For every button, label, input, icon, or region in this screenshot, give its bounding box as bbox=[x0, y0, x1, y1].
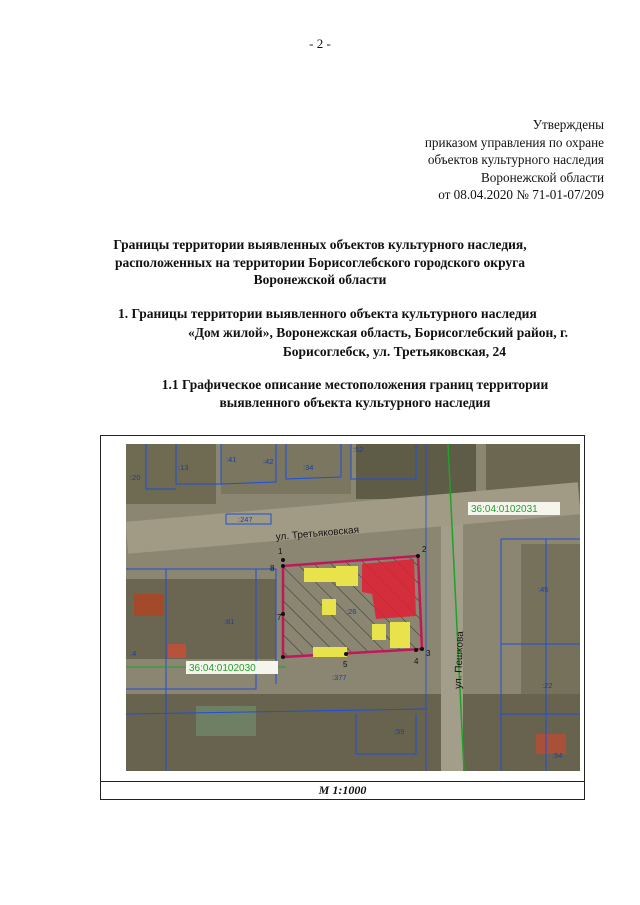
point-label: 2 bbox=[422, 545, 427, 554]
parcel-label: :54 bbox=[552, 751, 563, 760]
street-label-tretyakovskaya: ул. Третьяковская bbox=[275, 524, 360, 543]
parcel-label: :4 bbox=[130, 649, 137, 658]
parcel-label: :52 bbox=[353, 445, 364, 454]
approval-line: приказом управления по охране bbox=[424, 134, 604, 150]
parcel-label: :41 bbox=[226, 455, 237, 464]
map-frame bbox=[100, 435, 585, 800]
yellow-building bbox=[336, 566, 358, 586]
section-1-heading bbox=[118, 304, 568, 361]
section-1-line: «Дом жилой», Воронежская область, Борисоглебский район, г. bbox=[187, 325, 568, 340]
title-line: расположенных на территории Борисоглебского городского округа bbox=[114, 254, 526, 270]
approval-line: Воронежской области bbox=[481, 169, 604, 185]
approval-line: Утверждены bbox=[532, 117, 604, 132]
parcel-label: :45 bbox=[538, 585, 549, 594]
section-1-1-line: выявленного объекта культурного наследия bbox=[219, 395, 491, 410]
street-label-peshkova: ул. Пешкова bbox=[453, 630, 467, 690]
title-line: Границы территории выявленных объектов культурного наследия, bbox=[113, 237, 527, 252]
parcel-label: :22 bbox=[542, 681, 553, 690]
yellow-building bbox=[304, 568, 336, 582]
point-label: 8 bbox=[270, 564, 275, 573]
approval-line: от 08.04.2020 № 71-01-07/209 bbox=[438, 187, 604, 202]
point-label: 3 bbox=[426, 649, 431, 658]
yellow-building bbox=[322, 599, 336, 615]
yellow-building bbox=[313, 647, 347, 657]
section-1-line: Борисоглебск, ул. Третьяковская, 24 bbox=[282, 344, 506, 359]
page-number: - 2 - bbox=[309, 36, 331, 51]
section-1-line: 1. Границы территории выявленного объекта культурного наследия bbox=[118, 306, 537, 321]
quarter-label-west: 36:04:0102030 bbox=[189, 663, 256, 674]
approval-block bbox=[425, 116, 604, 204]
section-1-1-heading bbox=[120, 376, 590, 412]
parcel-label: :42 bbox=[263, 457, 274, 466]
document-title bbox=[100, 236, 540, 289]
quarter-label-east: 36:04:0102031 bbox=[471, 504, 538, 515]
parcel-label: :26 bbox=[346, 607, 357, 616]
yellow-building bbox=[390, 622, 410, 648]
point-label: 7 bbox=[277, 613, 282, 622]
parcel-label: :34 bbox=[303, 463, 314, 472]
parcel-label: :247 bbox=[238, 515, 253, 524]
cadastral-map bbox=[126, 444, 580, 771]
parcel-label: :81 bbox=[224, 617, 235, 626]
map-scale: М 1:1000 bbox=[101, 781, 584, 799]
point-label: 4 bbox=[414, 657, 419, 666]
section-1-1-line: 1.1 Графическое описание местоположения границ территории bbox=[161, 377, 549, 392]
point-label: 5 bbox=[343, 660, 348, 669]
parcel-label: :13 bbox=[178, 463, 189, 472]
title-line: Воронежской области bbox=[253, 272, 387, 287]
parcel-label: :59 bbox=[394, 727, 405, 736]
parcel-label: :20 bbox=[130, 473, 141, 482]
yellow-building bbox=[372, 624, 386, 640]
parcel-label: :377 bbox=[332, 673, 347, 682]
approval-line: объектов культурного наследия bbox=[427, 152, 604, 167]
point-label: 1 bbox=[278, 547, 283, 556]
